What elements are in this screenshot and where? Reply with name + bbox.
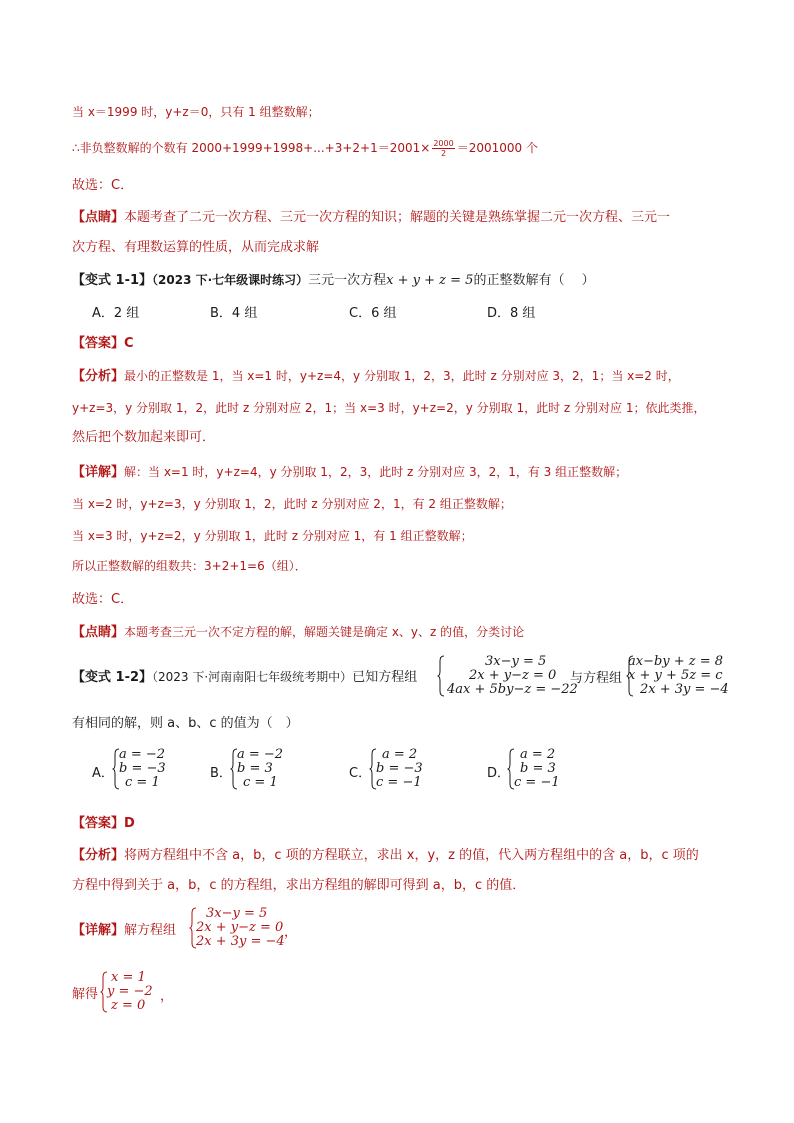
variant-1-1-analysis-3: 然后把个数加起来即可． <box>72 430 216 445</box>
answer-tag-2: 【答案】 <box>72 816 125 831</box>
option-d-row-3: c = −1 <box>514 775 560 790</box>
solve-pre: 解得 <box>72 987 99 1002</box>
variant-1-1-option-b: B．4 组 <box>210 306 258 321</box>
answer-tag: 【答案】 <box>72 336 125 351</box>
variant-1-1-detail-2: 当 x=2 时，y+z=3，y 分别取 1，2，此时 z 分别对应 2，1，有 2 组正整数解； <box>72 497 512 511</box>
variant-1-1-option-d: D．8 组 <box>487 306 536 321</box>
detail-pre: 解方程组 <box>124 923 177 938</box>
analysis-text-1: 最小的正整数是 1，当 x=1 时，y+z=4，y 分别取 1，2，3，此时 z 分别对应 3，2，1；当 x=2 时， <box>124 369 680 383</box>
variant-1-2-system-2 <box>626 655 746 697</box>
variant-1-2-detail-system <box>189 907 289 949</box>
variant-1-1-stem-pre: 三元一次方程 <box>308 273 387 288</box>
answer-value: C <box>124 336 134 351</box>
variant-1-2-analysis-1 <box>72 846 699 866</box>
choice-line: 故选：C． <box>72 178 134 193</box>
comment-line-2: 次方程、有理数运算的性质，从而完成求解 <box>72 240 320 255</box>
fraction-numerator: 2000 <box>433 139 454 148</box>
solve-row-2: y = −2 <box>107 984 153 999</box>
variant-1-2-stem-pre: 已知方程组 <box>352 670 418 685</box>
option-c-row-2: b = −3 <box>376 761 423 776</box>
variant-1-1-stem-post: 的正整数解有（ ） <box>473 273 595 288</box>
option-b-row-3: c = 1 <box>243 775 278 790</box>
variant-1-1-detail-3: 当 x=3 时，y+z=2，y 分别取 1，此时 z 分别对应 1，有 1 组正整数解； <box>72 529 473 543</box>
analysis-tag: 【分析】 <box>72 369 125 384</box>
variant-1-1-option-a: A．2 组 <box>92 306 140 321</box>
system-2-row-3: 2x + 3y = −4 <box>640 682 729 697</box>
variant-1-1-source: （2023 下·七年级课时练习） <box>152 273 309 287</box>
analysis-tag-2: 【分析】 <box>72 848 125 863</box>
variant-1-1-comment <box>72 622 524 643</box>
variant-1-1-option-c: C．6 组 <box>349 306 397 321</box>
comment-tag: 【点睛】 <box>72 210 125 225</box>
comment-text-2: 本题考查三元一次不定方程的解，解题关键是确定 x、y、z 的值，分类讨论 <box>124 625 525 639</box>
variant-1-1-stem <box>72 270 595 291</box>
variant-1-1-answer <box>72 334 134 354</box>
brace-icon <box>437 655 445 697</box>
detail-text-1: 解：当 x=1 时，y+z=4，y 分别取 1，2，3，此时 z 分别对应 3，2，1，有 3 组正整数解； <box>124 465 628 479</box>
variant-1-2-option-a-system <box>112 748 182 790</box>
system-1-row-1: 3x−y = 5 <box>485 654 547 669</box>
option-a-row-3: c = 1 <box>125 775 160 790</box>
detail-tag: 【详解】 <box>72 465 125 480</box>
fraction-denominator: 2 <box>440 149 447 158</box>
analysis-text-2-1: 将两方程组中不含 a，b，c 项的方程联立，求出 x，y，z 的值，代入两方程组中的含 a，b，c 项的 <box>124 848 699 863</box>
variant-1-2-detail <box>72 921 176 941</box>
comment-text-1: 本题考查了二元一次方程、三元一次方程的知识；解题的关键是熟练掌握二元一次方程、三元一 <box>124 210 671 225</box>
detail-system-row-3: 2x + 3y = −4 <box>196 934 285 949</box>
variant-1-2-stem <box>72 667 417 688</box>
count-pre: ∴非负整数解的个数有 2000+1999+1998+...+3+2+1＝2001× <box>72 141 431 155</box>
system-2-row-1: ax−by + z = 8 <box>628 654 724 669</box>
solve-row-1: x = 1 <box>111 970 146 985</box>
option-c-row-3: c = −1 <box>376 775 422 790</box>
variant-1-1-analysis-2: y+z=3，y 分别取 1，2，此时 z 分别对应 2，1；当 x=3 时，y+z=2，y 分别取 1，此时 z 分别对应 1；依此类推， <box>72 401 706 415</box>
variant-1-2-stem-2: 有相同的解，则 a、b、c 的值为（ ） <box>72 716 299 731</box>
variant-1-2-stem-mid: 与方程组 <box>570 671 623 686</box>
variant-1-2-answer <box>72 814 135 834</box>
variant-1-1-choice: 故选：C． <box>72 592 134 607</box>
solve-post: ， <box>160 989 174 1004</box>
variant-1-2-option-c-label: C． <box>349 766 372 781</box>
variant-1-2-option-a-label: A． <box>92 766 114 781</box>
detail-system-row-2: 2x + y−z = 0 <box>196 920 284 935</box>
system-1-row-3: 4ax + 5by−z = −22 <box>447 682 578 697</box>
option-d-row-2: b = 3 <box>520 761 556 776</box>
detail-system-row-1: 3x−y = 5 <box>206 906 268 921</box>
answer-value-2: D <box>124 816 135 831</box>
variant-1-1-detail-1 <box>72 462 627 483</box>
comment-line-1 <box>72 208 670 228</box>
option-b-row-2: b = 3 <box>237 761 273 776</box>
option-b-row-1: a = −2 <box>237 747 284 762</box>
option-d-row-1: a = 2 <box>520 747 556 762</box>
variant-1-1-analysis-1 <box>72 366 680 387</box>
variant-1-1-equation: x + y + z = 5 <box>386 273 474 288</box>
variant-1-1-detail-4: 所以正整数解的组数共：3+2+1=6（组）． <box>72 559 307 573</box>
system-2-row-2: x + y + 5z = c <box>628 668 723 683</box>
solve-row-3: z = 0 <box>111 998 146 1013</box>
variant-1-2-source: （2023 下·河南南阳七年级统考期中） <box>152 670 353 684</box>
solution-line-count <box>72 138 538 158</box>
variant-1-2-system-1 <box>437 654 578 697</box>
option-a-row-2: b = −3 <box>119 761 166 776</box>
variant-1-2-option-d-system <box>507 748 577 790</box>
variant-1-2-option-c-system <box>369 748 439 790</box>
solve-system <box>100 971 160 1013</box>
variant-1-2-option-b-system <box>230 748 300 790</box>
variant-1-2-option-b-label: B． <box>210 766 232 781</box>
detail-post: ， <box>284 925 298 940</box>
fraction <box>432 139 454 158</box>
variant-1-1-tag: 【变式 1-1】 <box>72 273 153 288</box>
system-1-row-2: 2x + y−z = 0 <box>469 668 557 683</box>
option-a-row-1: a = −2 <box>119 747 166 762</box>
comment-tag-2: 【点睛】 <box>72 625 125 640</box>
variant-1-2-tag: 【变式 1-2】 <box>72 670 153 685</box>
count-post: ＝2001000 个 <box>456 141 538 155</box>
variant-1-2-option-d-label: D． <box>487 766 511 781</box>
solution-line-x1999: 当 x＝1999 时，y+z＝0，只有 1 组整数解； <box>72 105 320 119</box>
detail-tag-2: 【详解】 <box>72 923 125 938</box>
variant-1-2-analysis-2: 方程中得到关于 a，b，c 的方程组，求出方程组的解即可得到 a，b，c 的值． <box>72 878 526 893</box>
option-c-row-1: a = 2 <box>382 747 418 762</box>
